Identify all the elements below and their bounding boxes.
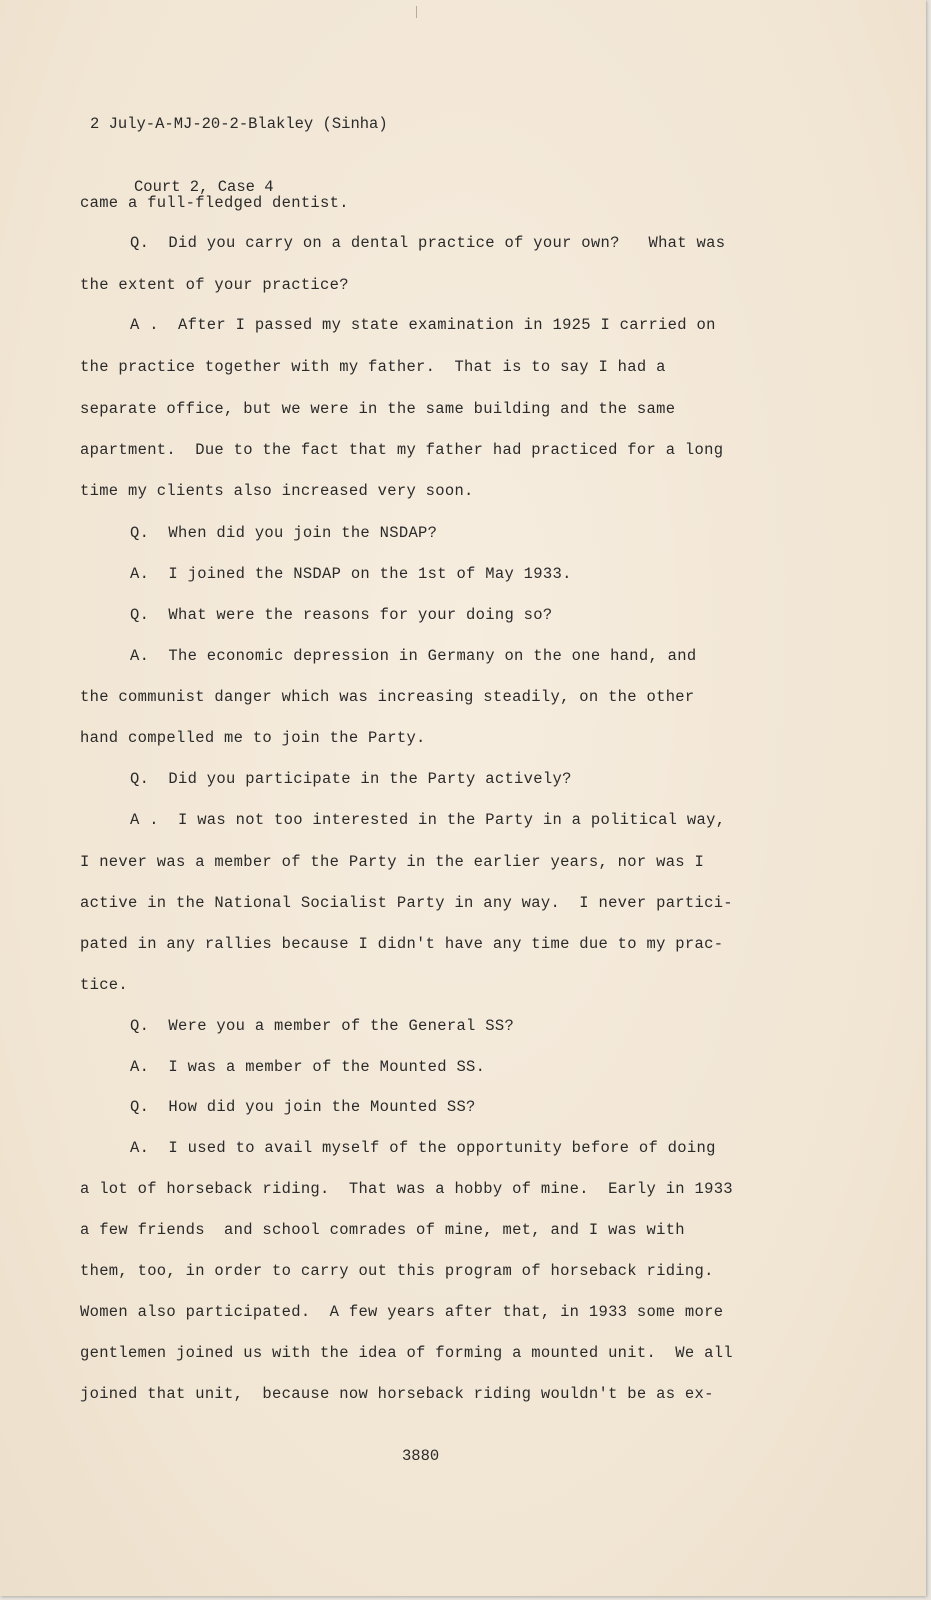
header-case-reference: 2 July-A-MJ-20-2-Blakley (Sinha) xyxy=(90,115,388,133)
transcript-line: Q. Were you a member of the General SS? xyxy=(130,1017,515,1035)
transcript-line: Women also participated. A few years after that, in 1933 some more xyxy=(80,1303,724,1321)
transcript-line: pated in any rallies because I didn't have any time due to my prac- xyxy=(80,935,724,953)
transcript-line: A. I used to avail myself of the opportunity before of doing xyxy=(130,1139,716,1157)
transcript-line: them, too, in order to carry out this program of horseback riding. xyxy=(80,1262,714,1280)
transcript-line: Q. What were the reasons for your doing so? xyxy=(130,606,553,624)
transcript-line: time my clients also increased very soon. xyxy=(80,482,474,500)
transcript-line: came a full-fledged dentist. xyxy=(80,194,349,212)
transcript-line: Q. When did you join the NSDAP? xyxy=(130,524,438,542)
transcript-line: the extent of your practice? xyxy=(80,276,349,294)
transcript-line: active in the National Socialist Party in any way. I never partici- xyxy=(80,894,733,912)
transcript-line: A. I joined the NSDAP on the 1st of May 1933. xyxy=(130,565,572,583)
transcript-line: I never was a member of the Party in the earlier years, nor was I xyxy=(80,853,705,871)
transcript-line: A. The economic depression in Germany on the one hand, and xyxy=(130,647,697,665)
transcript-line: hand compelled me to join the Party. xyxy=(80,729,426,747)
transcript-line: joined that unit, because now horseback riding wouldn't be as ex- xyxy=(80,1385,714,1403)
transcript-line: A . After I passed my state examination in 1925 I carried on xyxy=(130,316,716,334)
transcript-line: the practice together with my father. That is to say I had a xyxy=(80,358,666,376)
transcript-line: gentlemen joined us with the idea of forming a mounted unit. We all xyxy=(80,1344,733,1362)
transcript-line: A . I was not too interested in the Party in a political way, xyxy=(130,811,726,829)
transcript-line: tice. xyxy=(80,976,129,994)
document-header xyxy=(90,72,388,240)
transcript-line: a few friends and school comrades of mine, met, and I was with xyxy=(80,1221,685,1239)
transcript-line: the communist danger which was increasing steadily, on the other xyxy=(80,688,695,706)
transcript-line: separate office, but we were in the same building and the same xyxy=(80,400,676,418)
transcript-line: A. I was a member of the Mounted SS. xyxy=(130,1058,486,1076)
transcript-line: apartment. Due to the fact that my father had practiced for a long xyxy=(80,441,724,459)
header-court-case: Court 2, Case 4 xyxy=(134,178,274,196)
transcript-line: a lot of horseback riding. That was a hobby of mine. Early in 1933 xyxy=(80,1180,733,1198)
transcript-line: Q. Did you carry on a dental practice of your own? What was xyxy=(130,234,726,252)
transcript-line: Q. How did you join the Mounted SS? xyxy=(130,1098,476,1116)
transcript-line: Q. Did you participate in the Party actively? xyxy=(130,770,572,788)
page-number: 3880 xyxy=(402,1447,440,1465)
paper-mark xyxy=(416,6,417,18)
